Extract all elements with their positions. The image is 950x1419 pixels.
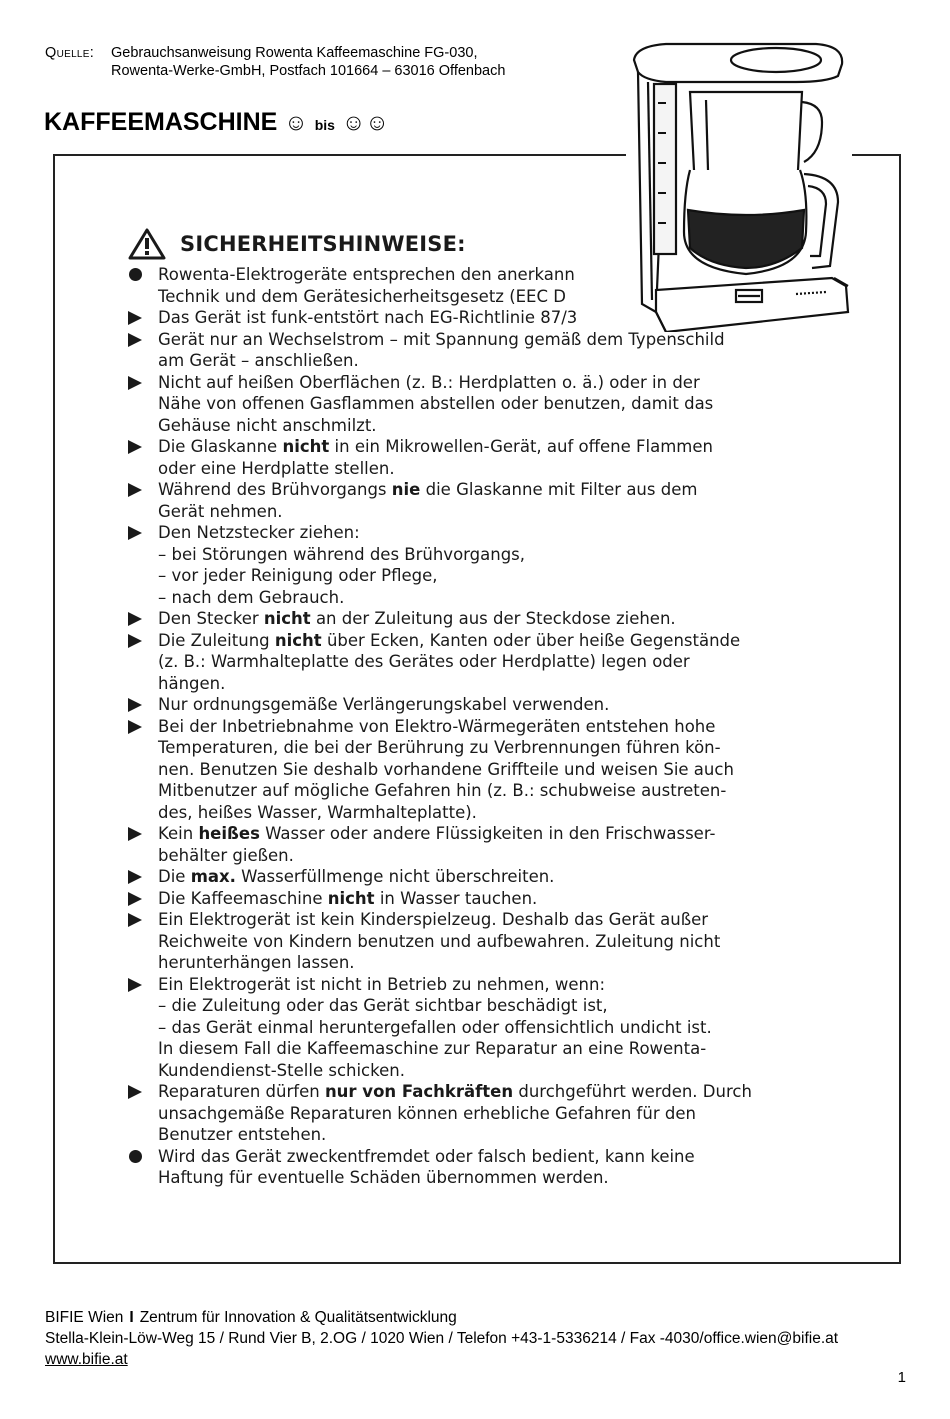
safety-item-text: Nur ordnungsgemäße Verlängerungskabel verwenden. [158, 695, 610, 714]
title-bis: bis [314, 117, 335, 133]
safety-item [128, 307, 828, 329]
safety-item [128, 888, 828, 910]
safety-item-text: Bei der Inbetriebnahme von Elektro-Wärmegeräten entstehen hohe Temperaturen, die bei der Berührung zu Verbrennungen führen kön- nen. Benutzen Sie deshalb vorhandene Griffteile und weisen Sie auch Mitbenutzer auf mögliche Gefahren hin (z. B.: schubweise austreten- des, heißes Wasser, Warmhalteplatte). [158, 716, 734, 822]
safety-item [128, 716, 828, 824]
org-description: Zentrum für Innovation & Qualitätsentwicklung [139, 1309, 457, 1326]
safety-item-text: Die Kaffeemaschine [158, 888, 328, 908]
safety-item-text: Während des Brühvorgangs [158, 480, 392, 499]
bullet-triangle-icon [128, 440, 142, 454]
safety-item-text: Die Glaskanne [158, 437, 283, 456]
safety-item [128, 264, 828, 307]
safety-item-text: Den Stecker [158, 609, 264, 628]
bullet-triangle-icon [128, 311, 142, 325]
source-line-2: Rowenta-Werke-GmbH, Postfach 101664 – 63016 Offenbach [111, 63, 506, 79]
safety-item-text: Gerät nur an Wechselstrom – mit Spannung gemäß dem Typenschild am Gerät – anschließen. [158, 329, 725, 370]
safety-item-text: Die [158, 867, 191, 886]
bullet-triangle-icon [128, 913, 142, 927]
org-separator: I [129, 1309, 134, 1326]
safety-item-text: Wasser oder andere Flüssigkeiten in den Frischwasser- behälter gießen. [158, 824, 716, 865]
safety-list [128, 264, 828, 1189]
org-name: BIFIE Wien [45, 1309, 124, 1326]
bullet-triangle-icon [128, 612, 142, 626]
safety-item-text: Reparaturen dürfen [158, 1082, 325, 1101]
bullet-triangle-icon [128, 720, 142, 734]
safety-item-text: Das Gerät ist funk-entstört nach EG-Richtlinie 87/3 [158, 308, 578, 327]
page-title [44, 108, 389, 137]
safety-item-text: Die Zuleitung [158, 630, 275, 650]
safety-item [128, 1081, 828, 1146]
warning-triangle-icon [128, 228, 166, 260]
safety-item-text: in ein Mikrowellen-Gerät, auf offene Flammen oder eine Herdplatte stellen. [158, 437, 713, 478]
safety-item-text: an der Zuleitung aus der Steckdose ziehen. [310, 609, 676, 628]
footer-address: Stella-Klein-Löw-Weg 15 / Rund Vier B, 2.OG / 1020 Wien / Telefon +43-1-5336214 / Fax -4030/office.wien@bifie.at [45, 1330, 839, 1347]
bullet-triangle-icon [128, 698, 142, 712]
safety-item [128, 329, 828, 372]
safety-item-text: Den Netzstecker ziehen: – bei Störungen während des Brühvorgangs, – vor jeder Reinigung oder Pflege, – nach dem Gebrauch. [158, 523, 526, 607]
safety-item [128, 974, 828, 1082]
bullet-triangle-icon [128, 634, 142, 648]
double-smiley-icon: ☺☺ [341, 109, 389, 135]
safety-item [128, 909, 828, 974]
safety-item-text: Wird das Gerät zweckentfremdet oder falsch bedient, kann keine Haftung für eventuelle Schäden übernommen werden. [158, 1146, 695, 1187]
safety-item-emphasis: max. [190, 867, 236, 886]
bullet-triangle-icon [128, 376, 142, 390]
safety-item-emphasis: nur von Fachkräften [324, 1082, 514, 1101]
safety-item-text: Ein Elektrogerät ist kein Kinderspielzeug. Deshalb das Gerät außer Reichweite von Kindern benutzen und aufbewahren. Zuleitung nicht herunterhängen lassen. [158, 910, 721, 972]
website-link[interactable]: www.bifie.at [45, 1351, 128, 1368]
safety-item-text: durchgeführt werden. Durch unsachgemäße Reparaturen können erhebliche Gefahren für den Benutzer entstehen. [158, 1082, 752, 1144]
safety-item-text: in Wasser tauchen. [374, 888, 538, 908]
safety-item-emphasis: heißes [198, 824, 260, 843]
safety-item-emphasis: nicht [274, 630, 322, 650]
safety-item-text: Kein [158, 824, 199, 843]
safety-item-emphasis: nie [391, 480, 421, 499]
safety-item-text: über Ecken, Kanten oder über heiße Gegenstände (z. B.: Warmhalteplatte des Gerätes oder Herdplatte) legen oder hängen. [158, 630, 741, 693]
bullet-triangle-icon [128, 827, 142, 841]
source-label: Quelle: [45, 45, 95, 61]
safety-item [128, 608, 828, 630]
bullet-triangle-icon [128, 1085, 142, 1099]
safety-item [128, 436, 828, 479]
page-number: 1 [897, 1369, 906, 1386]
safety-item [128, 372, 828, 437]
safety-item-text: Ein Elektrogerät ist nicht in Betrieb zu nehmen, wenn: – die Zuleitung oder das Gerät sichtbar beschädigt ist, – das Gerät einmal heruntergefallen oder offensichtlich undicht ist. In diesem Fall die Kaffeemaschine zur Reparatur an eine Rowenta- Kundendienst-Stelle schicken. [158, 974, 712, 1080]
safety-item [128, 866, 828, 888]
smiley-icon: ☺ [284, 109, 308, 135]
safety-item [128, 522, 828, 608]
safety-item [128, 630, 828, 695]
footer [45, 1307, 838, 1370]
bullet-triangle-icon [128, 892, 142, 906]
bullet-triangle-icon [128, 483, 142, 497]
safety-item-emphasis: nicht [327, 888, 375, 908]
safety-item [128, 694, 828, 716]
safety-item-text: die Glaskanne mit Filter aus dem Gerät nehmen. [158, 480, 698, 521]
safety-item-text: Nicht auf heißen Oberflächen (z. B.: Herdplatten o. ä.) oder in der Nähe von offenen Gasflammen abstellen oder benutzen, damit das Gehäuse nicht anschmilzt. [158, 372, 714, 435]
notice-title: SICHERHEITSHINWEISE: [180, 232, 466, 256]
safety-notice [128, 228, 828, 1189]
bullet-triangle-icon [128, 333, 142, 347]
bullet-triangle-icon [128, 870, 142, 884]
title-text: KAFFEEMASCHINE [44, 108, 278, 136]
bullet-triangle-icon [128, 978, 142, 992]
safety-item-emphasis: nicht [263, 609, 311, 628]
safety-item-emphasis: nicht [282, 437, 330, 456]
notice-header [128, 228, 828, 260]
source-line-1: Gebrauchsanweisung Rowenta Kaffeemaschine FG-030, [111, 45, 478, 61]
safety-item-text: Wasserfüllmenge nicht überschreiten. [235, 867, 555, 886]
safety-item [128, 1146, 828, 1189]
footer-org-line [45, 1307, 838, 1328]
safety-item [128, 479, 828, 522]
bullet-triangle-icon [128, 526, 142, 540]
bullet-dot-icon [129, 1150, 142, 1163]
bullet-dot-icon [129, 268, 142, 281]
safety-item-text: Rowenta-Elektrogeräte entsprechen den anerkann Technik und dem Gerätesicherheitsgesetz (EEC D [158, 265, 575, 306]
safety-item [128, 823, 828, 866]
